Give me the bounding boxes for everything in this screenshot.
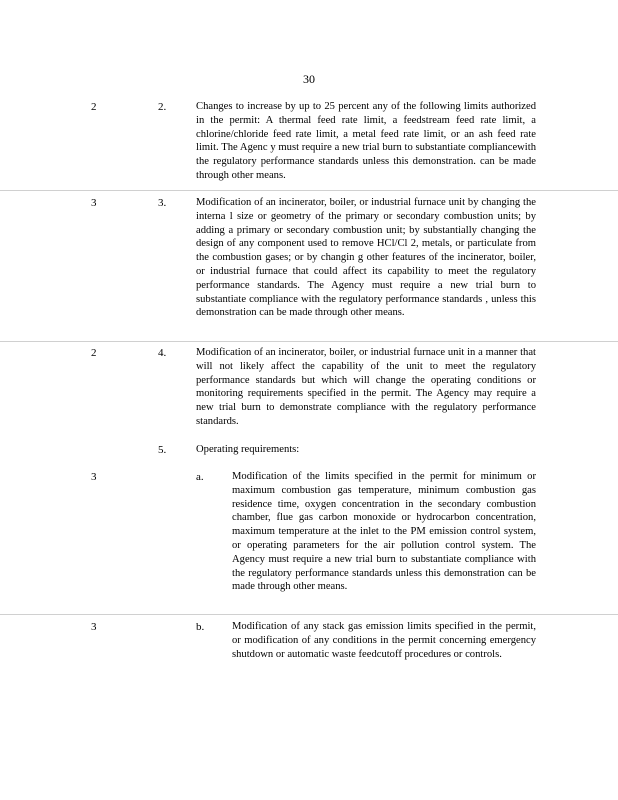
sub-letter: a.: [196, 471, 204, 483]
item-number: 3.: [158, 197, 167, 209]
entry-text: Modification of an incinerator, boiler, or industrial furnace unit in a manner that will not likely affect the capability of the unit to meet the regulatory performance standards but which will change the operating conditions or monitoring requirements specified in the permit. The Agency may require a new trial burn to demonstrate compliance with the regulatory performance standards.: [196, 347, 536, 427]
divider: [0, 614, 618, 615]
item-number: 2.: [158, 101, 167, 113]
divider: [0, 341, 618, 342]
item-number: 5.: [158, 444, 167, 456]
class-number: 3: [91, 471, 97, 483]
class-number: 3: [91, 197, 97, 209]
class-number: 2: [91, 347, 97, 359]
entry-text: Changes to increase by up to 25 percent any of the following limits authorized in the permit: A thermal feed rate limit, a feedstream feed rate limit, a chlorine/chloride feed rate limit, a metal feed rate limit, or an ash feed rate limit. The Agenc y must require a new trial burn to substantiate compliancewith the regulatory performance standards unless this demonstration. can be made through other means.: [196, 101, 536, 181]
divider: [0, 190, 618, 191]
entry-heading: Operating requirements:: [196, 444, 300, 455]
entry-text: Modification of an incinerator, boiler, or industrial furnace unit by changing the interna l size or geometry of the primary or secondary combustion units; by adding a primary or secondary combustion unit; by substantially changing the design of any component used to remove HCl/Cl 2, metals, or particulate from the combustion gases; or by changin g other features of the incinerator, boiler, or industrial furnace that could affect its capability to meet the regulatory performance standards. The Agency must require a new trial burn to substantiate compliance with the regulatory performance standards , unless this demonstration can be made through other means.: [196, 197, 536, 319]
page-number: 30: [303, 72, 315, 86]
item-number: 4.: [158, 347, 167, 359]
sub-entry-text: Modification of any stack gas emission limits specified in the permit, or modification of any conditions in the permit concerning emergency shutdown or automatic waste feedcutoff procedures or controls.: [232, 621, 536, 660]
sub-entry-text: Modification of the limits specified in the permit for minimum or maximum combustion gas temperature, minimum combustion gas residence time, oxygen concentration in the secondary combustion chamber, flue gas carbon monoxide or hydrocarbon concentration, maximum temperature at the inlet to the PM emission control system, or operating parameters for the air pollution control system. The Agency must require a new trial burn to substantiate compliance with the regulatory performance standards unless this demonstration can be made through other means.: [232, 471, 536, 593]
class-number: 2: [91, 101, 97, 113]
sub-letter: b.: [196, 621, 205, 633]
class-number: 3: [91, 621, 97, 633]
